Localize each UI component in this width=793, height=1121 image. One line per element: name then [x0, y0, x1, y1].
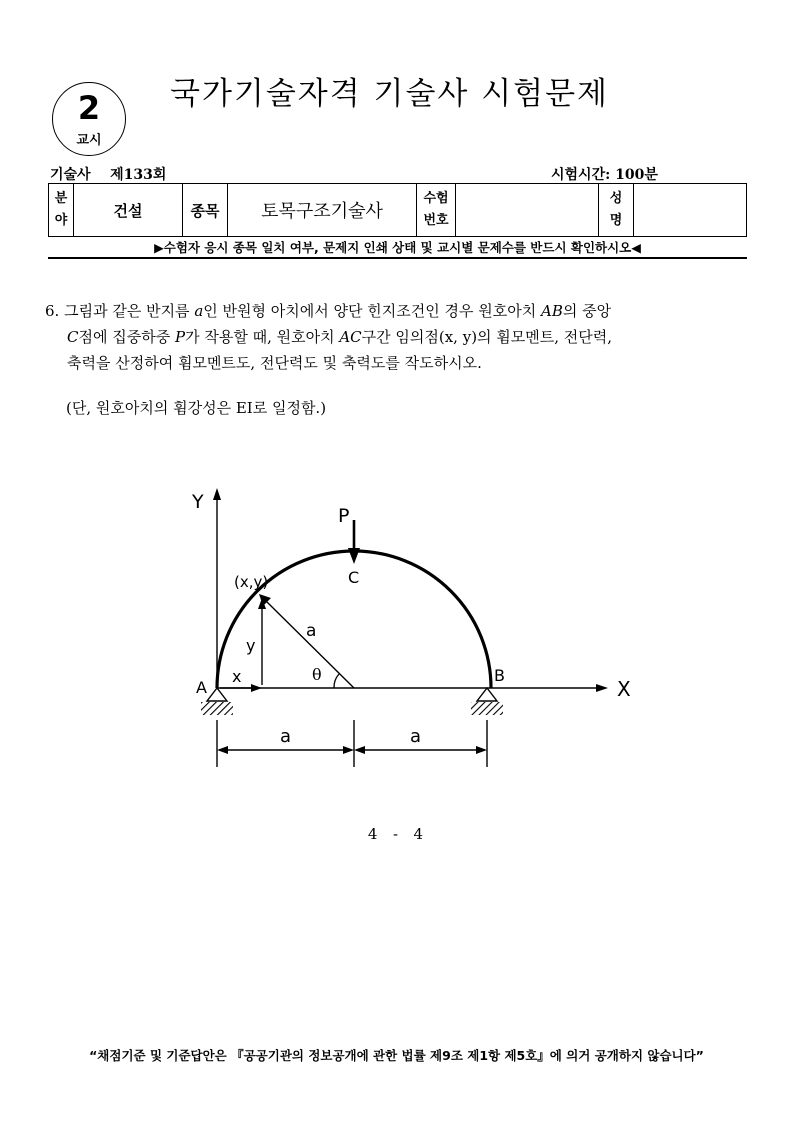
left-span-label: a: [280, 726, 292, 747]
session-badge: [52, 82, 126, 156]
variable-a: a: [194, 302, 204, 320]
question-text-part: 인 반원형 아치에서 양단 힌지조건인 경우 원호아치: [203, 302, 537, 320]
question-text-part: 점에 집중하중: [78, 328, 171, 346]
variable-ac: AC: [339, 328, 362, 346]
name-label-cell: [599, 184, 634, 237]
right-span-label: a: [410, 726, 422, 747]
category-label: 종목: [183, 184, 228, 237]
question-text-part: 의 중앙: [562, 302, 612, 320]
point-xy-label: (x,y): [234, 573, 269, 591]
load-label: P: [338, 505, 350, 527]
question-number: 6.: [45, 302, 60, 320]
y-dimension-label: y: [246, 636, 256, 655]
field-label-bottom: 야: [54, 213, 68, 228]
footer-disclaimer: “채점기준 및 기준답안은 『공공기관의 정보공개에 관한 법률 제9조 제1항 제5호』에 의거 공개하지 않습니다”: [89, 1048, 704, 1063]
span-dimension: [217, 720, 487, 767]
variable-c: C: [67, 328, 79, 346]
session-number: 2: [77, 89, 101, 127]
point-c-label: C: [348, 568, 360, 587]
question-text-part: 그림과 같은 반지름: [64, 302, 190, 320]
exam-number-label-top: 수험: [423, 191, 449, 206]
exam-title: 국가기술자격 기술사 시험문제: [170, 76, 610, 112]
session-label: 교시: [76, 133, 102, 148]
question-text: [45, 298, 750, 376]
variable-p: P: [174, 328, 186, 346]
exam-time: 시험시간: 100분: [551, 167, 658, 183]
page-number: 4 - 4: [367, 825, 426, 843]
point-a-label: A: [196, 678, 207, 697]
x-axis: [217, 684, 608, 692]
category-value: 토목구조기술사: [228, 184, 417, 237]
name-label-bottom: 명: [609, 213, 623, 228]
name-label-top: 성: [609, 191, 623, 206]
exam-number-label-cell: [417, 184, 456, 237]
theta-label: θ: [312, 665, 322, 684]
question-text-part: 가 작용할 때, 원호아치: [185, 328, 335, 346]
field-label-cell: [49, 184, 74, 237]
arch-diagram: [190, 480, 650, 785]
point-b-label: B: [494, 666, 505, 685]
y-dimension-arrow: [258, 598, 266, 685]
x-dimension-label: x: [232, 667, 242, 686]
theta-arc: [334, 674, 339, 688]
load-arrow: [348, 520, 360, 564]
x-axis-label: X: [617, 677, 631, 701]
name-field[interactable]: [634, 184, 747, 237]
candidate-info-table: [48, 183, 747, 237]
variable-ab: AB: [540, 302, 563, 320]
header-divider: [48, 257, 747, 259]
field-value: 건설: [74, 184, 183, 237]
radius-line: [259, 594, 354, 688]
question-line-3: 축력을 산정하여 휨모멘트도, 전단력도 및 축력도를 작도하시오.: [67, 354, 482, 372]
y-axis-label: Y: [192, 491, 204, 513]
field-label-top: 분: [54, 191, 68, 206]
support-b: [471, 688, 503, 715]
exam-number-label-bottom: 번호: [423, 213, 449, 228]
exam-number-field[interactable]: [456, 184, 599, 237]
question-note: (단, 원호아치의 휨강성은 EI로 일정함.): [66, 399, 327, 417]
exam-round: 기술사 제133회: [50, 167, 167, 183]
question-text-part: 구간 임의점(x, y)의 휨모멘트, 전단력,: [361, 328, 613, 346]
radius-label: a: [306, 621, 317, 641]
notice-text: ▶수험자 응시 종목 일치 여부, 문제지 인쇄 상태 및 교시별 문제수를 반드시 확인하시오◀: [154, 240, 641, 255]
